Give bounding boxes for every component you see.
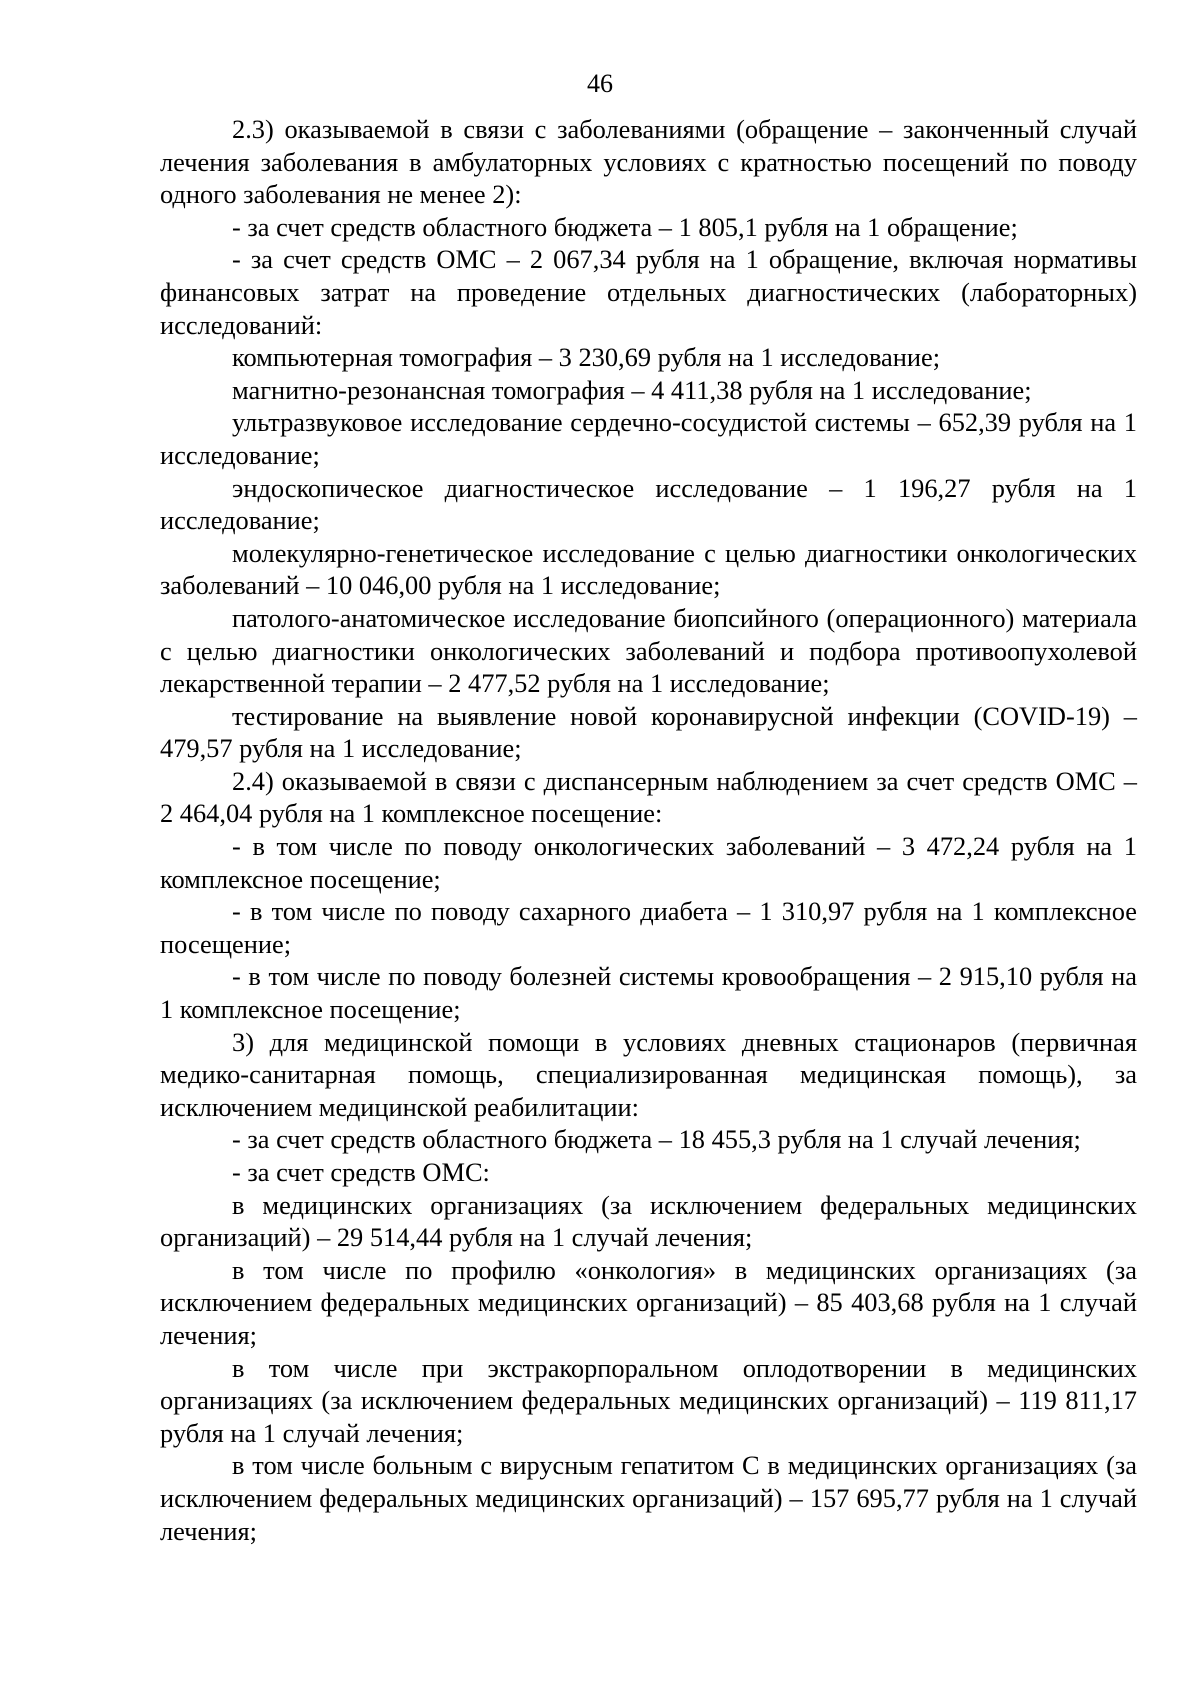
paragraph: - в том числе по поводу сахарного диабета – 1 310,97 рубля на 1 комплексное посещение; — [160, 896, 1137, 959]
paragraph: - за счет средств областного бюджета – 18 455,3 рубля на 1 случай лечения; — [232, 1124, 1081, 1155]
paragraph: эндоскопическое диагностическое исследование – 1 196,27 рубля на 1 исследование; — [160, 472, 1137, 536]
paragraph: магнитно-резонансная томография – 4 411,38 рубля на 1 исследование; — [232, 374, 1032, 405]
paragraph: молекулярно-генетическое исследование с целью диагностики онкологических заболеваний – 10 046,00 рубля на 1 исследование; — [160, 537, 1137, 601]
paragraph: в том числе по профилю «онкология» в медицинских организациях (за исключением федеральных медицинских организаций) – 85 403,68 рубля на 1 случай лечения; — [160, 1254, 1137, 1350]
paragraph: в медицинских организациях (за исключением федеральных медицинских организаций) – 29 514,44 рубля на 1 случай лечения; — [160, 1189, 1137, 1253]
paragraph: патолого-анатомическое исследование биопсийного (операционного) материала с целью диагностики онкологических заболеваний и подбора противоопухолевой лекарственной терапии – 2 477,52 рубля на 1 исследование; — [160, 602, 1137, 699]
paragraph: 2.4) оказываемой в связи с диспансерным наблюдением за счет средств ОМС – 2 464,04 рубля на 1 комплексное посещение: — [160, 765, 1137, 829]
document-body — [160, 113, 1137, 1547]
paragraph: - в том числе по поводу болезней системы кровообращения – 2 915,10 рубля на 1 комплексное посещение; — [160, 961, 1137, 1025]
paragraph: ультразвуковое исследование сердечно-сосудистой системы – 652,39 рубля на 1 исследование; — [160, 407, 1137, 470]
paragraph: - за счет средств ОМС: — [232, 1157, 490, 1187]
paragraph: 2.3) оказываемой в связи с заболеваниями (обращение – законченный случай лечения заболевания в амбулаторных условиях с кратностью посещений по поводу одного заболевания не менее 2): — [160, 114, 1137, 210]
paragraph: компьютерная томография – 3 230,69 рубля на 1 исследование; — [232, 342, 941, 373]
paragraph: тестирование на выявление новой коронавирусной инфекции (COVID-19) – 479,57 рубля на 1 исследование; — [160, 700, 1137, 764]
paragraph: 3) для медицинской помощи в условиях дневных стационаров (первичная медико-санитарная помощь, специализированная медицинская помощь), за исключением медицинской реабилитации: — [160, 1026, 1137, 1122]
paragraph: в том числе больным с вирусным гепатитом С в медицинских организациях (за исключением федеральных медицинских организаций) – 157 695,77 рубля на 1 случай лечения; — [160, 1450, 1137, 1546]
paragraph: - за счет средств ОМС – 2 067,34 рубля на 1 обращение, включая нормативы финансовых затрат на проведение отдельных диагностических (лабораторных) исследований: — [160, 244, 1137, 340]
paragraph: - за счет средств областного бюджета – 1 805,1 рубля на 1 обращение; — [232, 211, 1018, 242]
paragraph: - в том числе по поводу онкологических заболеваний – 3 472,24 рубля на 1 комплексное посещение; — [160, 831, 1137, 894]
page-number: 46 — [587, 69, 613, 98]
paragraph: в том числе при экстракорпоральном оплодотворении в медицинских организациях (за исключением федеральных медицинских организаций) – 119 811,17 рубля на 1 случай лечения; — [160, 1352, 1137, 1448]
